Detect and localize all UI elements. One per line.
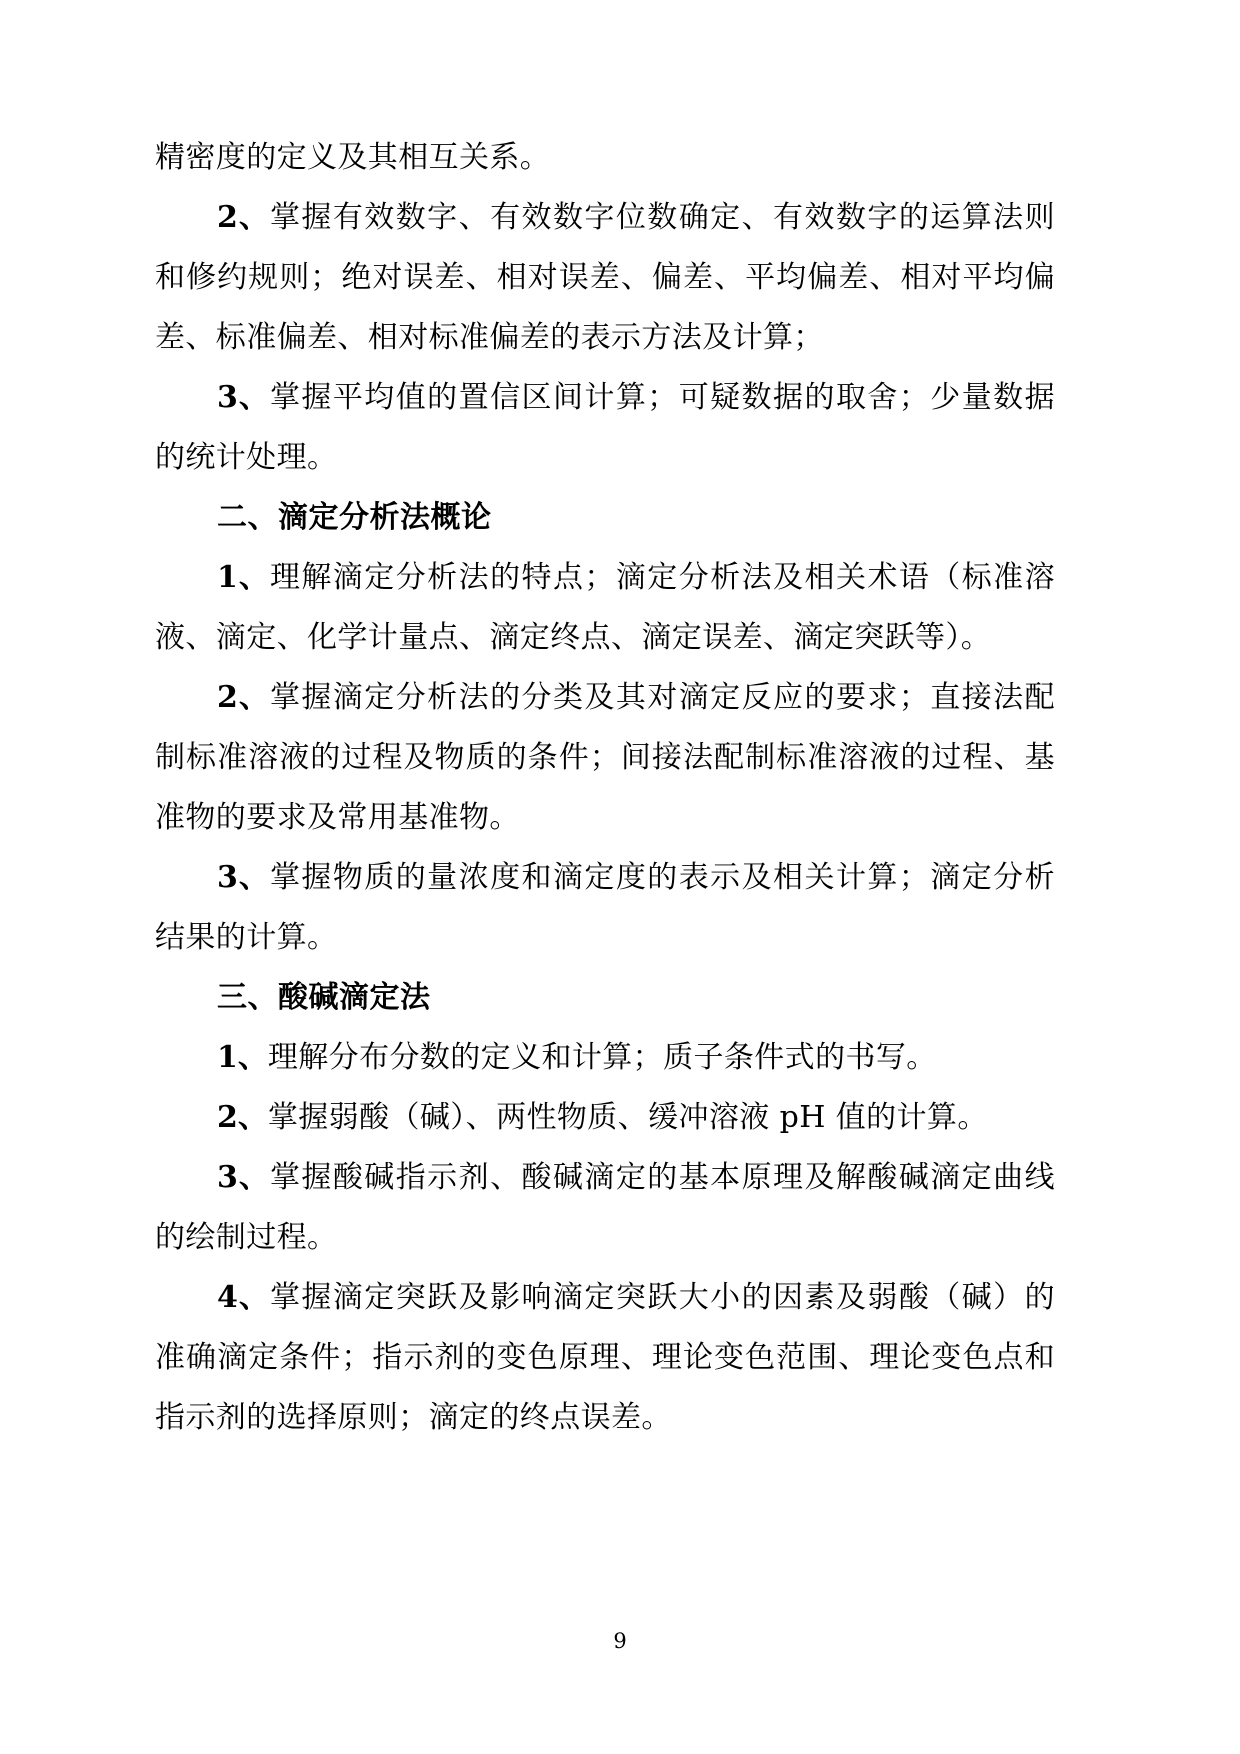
list-item-paragraph [155,548,1055,668]
list-item-paragraph [155,848,1055,968]
paragraph-body [155,128,1055,188]
paragraph-text: 掌握酸碱指示剂、酸碱滴定的基本原理及解酸碱滴定曲线的绘制过程。 [155,1160,1056,1255]
list-item-paragraph [155,368,1055,488]
list-item-paragraph [155,1148,1055,1268]
list-item-paragraph [155,1268,1055,1448]
list-item-paragraph [155,1088,1055,1148]
paragraph-text: 理解滴定分析法的特点；滴定分析法及相关术语（标准溶液、滴定、化学计量点、滴定终点、滴定误差、滴定突跃等）。 [155,560,1056,655]
paragraph-text: 掌握平均值的置信区间计算；可疑数据的取舍；少量数据的统计处理。 [155,380,1056,475]
item-number: 3、 [217,380,270,415]
page-content [155,128,1055,1448]
item-number: 3、 [217,860,270,895]
item-number: 4、 [217,1280,270,1315]
paragraph-text: 掌握有效数字、有效数字位数确定、有效数字的运算法则和修约规则；绝对误差、相对误差、偏差、平均偏差、相对平均偏差、标准偏差、相对标准偏差的表示方法及计算； [155,200,1056,355]
item-number: 2、 [217,200,270,235]
list-item-paragraph [155,1028,1055,1088]
paragraph-text: 掌握滴定分析法的分类及其对滴定反应的要求；直接法配制标准溶液的过程及物质的条件；间接法配制标准溶液的过程、基准物的要求及常用基准物。 [155,680,1056,835]
paragraph-text: 掌握弱酸（碱）、两性物质、缓冲溶液 pH 值的计算。 [267,1100,988,1135]
paragraph-text: 掌握滴定突跃及影响滴定突跃大小的因素及弱酸（碱）的准确滴定条件；指示剂的变色原理、理论变色范围、理论变色点和指示剂的选择原则；滴定的终点误差。 [155,1280,1056,1435]
item-number: 2、 [217,1100,268,1135]
page-number: 9 [613,1629,627,1653]
paragraph-text: 掌握物质的量浓度和滴定度的表示及相关计算；滴定分析结果的计算。 [155,860,1056,955]
section-heading: 三、酸碱滴定法 [217,980,431,1015]
paragraph-text: 精密度的定义及其相互关系。 [155,140,551,175]
item-number: 1、 [217,1040,268,1075]
section-heading: 二、滴定分析法概论 [217,500,492,535]
paragraph-text: 理解分布分数的定义和计算；质子条件式的书写。 [267,1040,937,1075]
item-number: 3、 [217,1160,270,1195]
item-number: 2、 [217,680,270,715]
item-number: 1、 [217,560,270,595]
list-item-paragraph [155,668,1055,848]
list-item-paragraph [155,188,1055,368]
